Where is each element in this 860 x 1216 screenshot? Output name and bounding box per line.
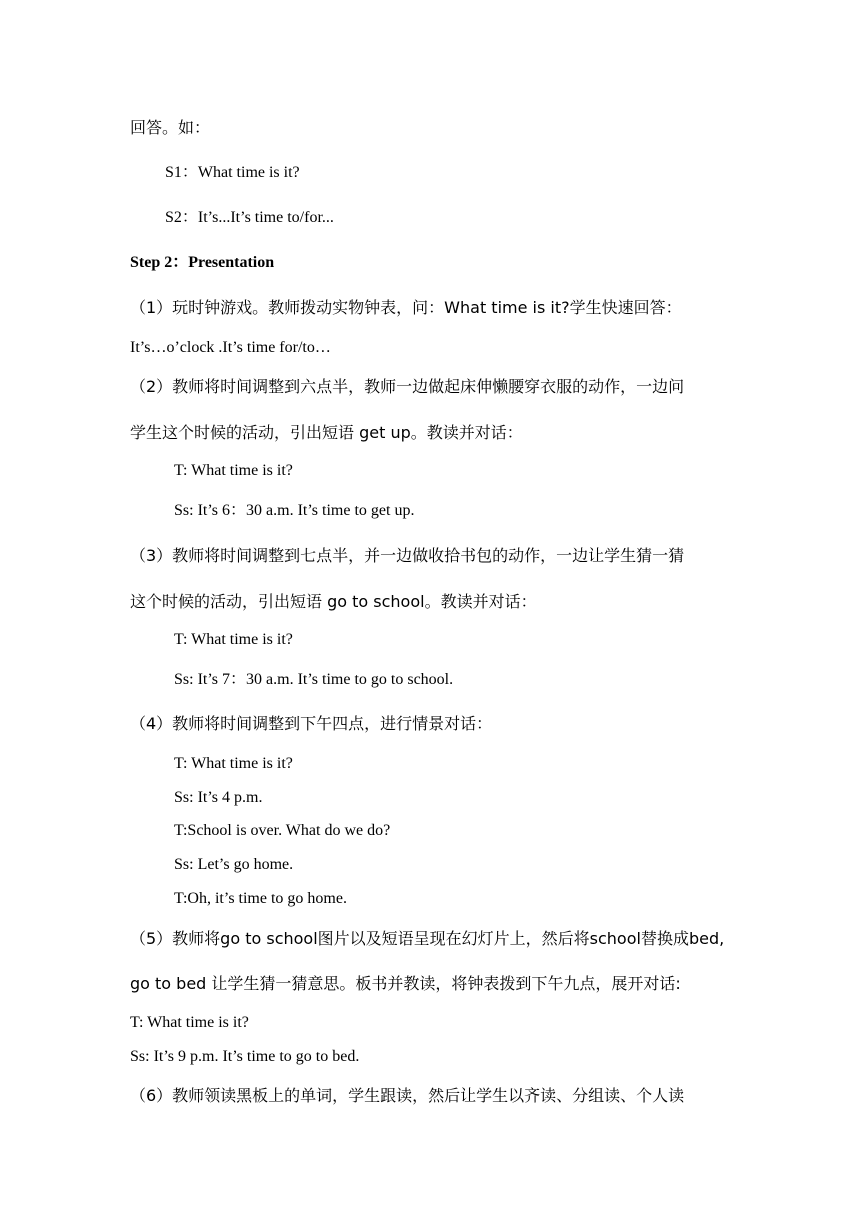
dialogue-line: S1：What time is it? (165, 164, 300, 181)
dialogue-line: T:School is over. What do we do? (174, 822, 391, 839)
dialogue-line: Ss: It’s 7：30 a.m. It’s time to go to school. (174, 671, 454, 688)
text-line: （3）教师将时间调整到七点半，并一边做收拾书包的动作，一边让学生猜一猜 (130, 546, 685, 565)
dialogue-line: T: What time is it? (174, 631, 293, 648)
section-heading: Step 2：Presentation (130, 254, 275, 271)
dialogue-line: Ss: Let’s go home. (174, 856, 294, 873)
dialogue-line: T: What time is it? (130, 1014, 249, 1031)
dialogue-line: S2：It’s...It’s time to/for... (165, 209, 334, 226)
text-line: It’s…o’clock .It’s time for/to… (130, 339, 331, 356)
text-line: 学生这个时候的活动，引出短语 get up。教读并对话： (130, 423, 523, 442)
dialogue-line: T:Oh, it’s time to go home. (174, 890, 347, 907)
dialogue-line: Ss: It’s 6：30 a.m. It’s time to get up. (174, 502, 415, 519)
text-line: 这个时候的活动，引出短语 go to school。教读并对话： (130, 592, 537, 611)
text-line: 回答。如： (130, 118, 211, 137)
text-line: go to bed 让学生猜一猜意思。板书并教读，将钟表拨到下午九点，展开对话: (130, 974, 681, 993)
text-line: （2）教师将时间调整到六点半，教师一边做起床伸懒腰穿衣服的动作，一边问 (130, 377, 685, 396)
dialogue-line: T: What time is it? (174, 462, 293, 479)
text-line: （5）教师将go to school图片以及短语呈现在幻灯片上，然后将school替换成bed, (130, 929, 725, 948)
dialogue-line: Ss: It’s 4 p.m. (174, 789, 263, 806)
text-line: （4）教师将时间调整到下午四点，进行情景对话： (130, 714, 493, 733)
text-line: （1）玩时钟游戏。教师拨动实物钟表，问：What time is it?学生快速回答： (130, 298, 682, 317)
dialogue-line: T: What time is it? (174, 755, 293, 772)
text-line: （6）教师领读黑板上的单词，学生跟读，然后让学生以齐读、分组读、个人读 (130, 1086, 685, 1105)
dialogue-line: Ss: It’s 9 p.m. It’s time to go to bed. (130, 1048, 360, 1065)
